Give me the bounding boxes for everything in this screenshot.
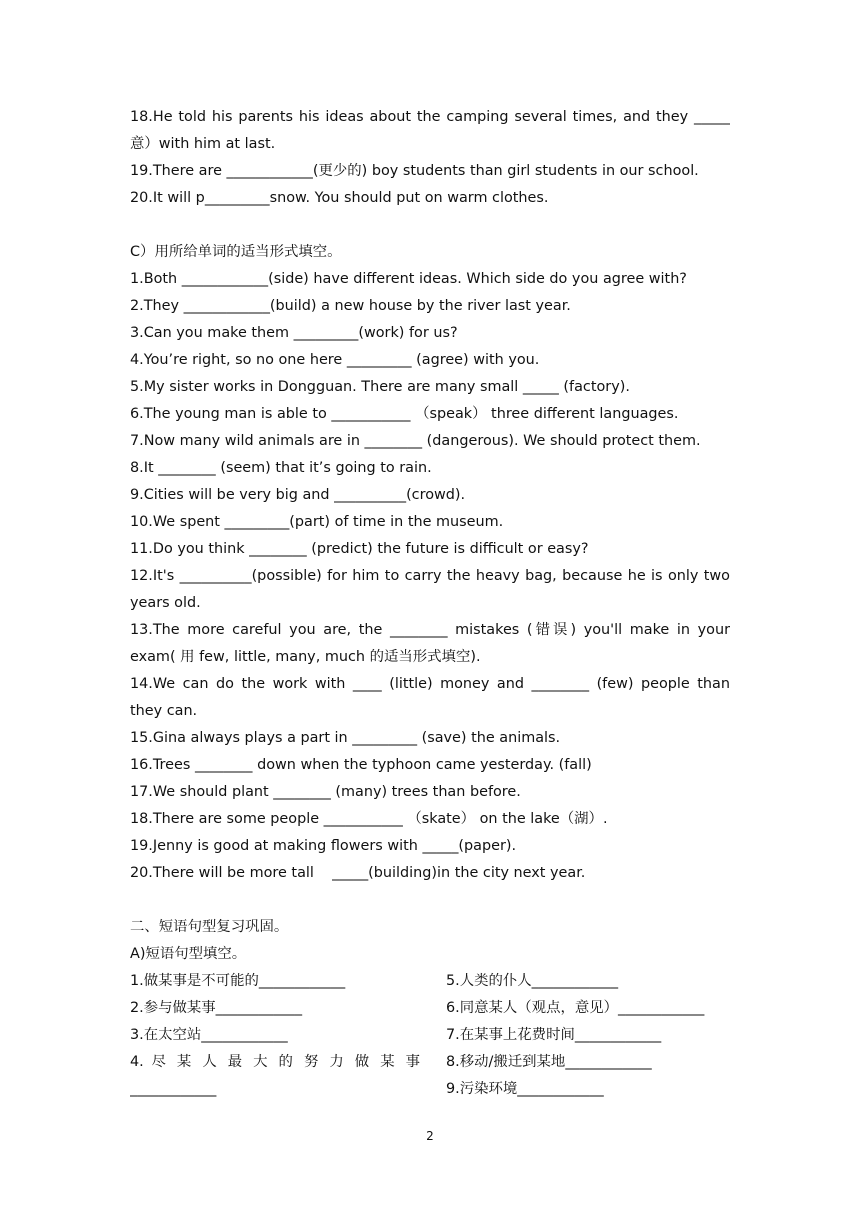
phrase-item: 7.在某事上花费时间____________: [446, 1027, 662, 1043]
part-b-tail: [130, 104, 730, 212]
exercise-line: exam( 用 few, little, many, much 的适当形式填空).: [130, 649, 481, 665]
spacer: [130, 212, 730, 239]
phrase-item: 2.参与做某事____________: [130, 1000, 303, 1016]
exercise-line: 15.Gina always plays a part in _________ (save) the animals.: [130, 730, 561, 746]
worksheet-page: [130, 104, 730, 1103]
section-c: [130, 239, 730, 887]
exercise-line: 意）with him at last.: [130, 136, 276, 152]
exercise-line: 14.We can do the work with ____ (little) money and ________ (few) people than: [130, 676, 730, 692]
exercise-line: 18.He told his parents his ideas about the camping several times, and they _____: [130, 109, 730, 125]
phrase-item: 3.在太空站____________: [130, 1027, 288, 1043]
exercise-line: 18.There are some people ___________ （skate） on the lake（湖）.: [130, 811, 608, 827]
exercise-line: 6.The young man is able to ___________ （speak） three different languages.: [130, 406, 679, 422]
exercise-line: 20.There will be more tall _____(building)in the city next year.: [130, 865, 586, 881]
phrase-item: 1.做某事是不可能的____________: [130, 973, 346, 989]
exercise-line: 9.Cities will be very big and __________(crowd).: [130, 487, 466, 503]
section-heading: C）用所给单词的适当形式填空。: [130, 244, 342, 260]
sub-heading: A)短语句型填空。: [130, 946, 247, 962]
spacer: [130, 887, 730, 914]
exercise-line: 12.It's __________(possible) for him to carry the heavy bag, because he is only two: [130, 568, 730, 584]
exercise-line: 16.Trees ________ down when the typhoon came yesterday. (fall): [130, 757, 592, 773]
phrase-item: 5.人类的仆人____________: [446, 973, 619, 989]
section-two: [130, 914, 730, 1103]
exercise-line: 11.Do you think ________ (predict) the future is difficult or easy?: [130, 541, 589, 557]
exercise-line: 13.The more careful you are, the ________ mistakes (错误) you'll make in your: [130, 622, 730, 638]
exercise-line: 7.Now many wild animals are in ________ (dangerous). We should protect them.: [130, 433, 701, 449]
exercise-line: years old.: [130, 595, 201, 611]
page-number: 2: [426, 1129, 434, 1143]
exercise-line: 4.You’re right, so no one here _________ (agree) with you.: [130, 352, 540, 368]
exercise-line: 10.We spent _________(part) of time in the museum.: [130, 514, 504, 530]
phrase-item: ____________: [130, 1081, 217, 1097]
exercise-line: 1.Both ____________(side) have different ideas. Which side do you agree with?: [130, 271, 687, 287]
exercise-line: 8.It ________ (seem) that it’s going to rain.: [130, 460, 432, 476]
exercise-line: 2.They ____________(build) a new house by the river last year.: [130, 298, 571, 314]
exercise-line: 20.It will p_________snow. You should put on warm clothes.: [130, 190, 549, 206]
exercise-line: they can.: [130, 703, 198, 719]
exercise-line: 17.We should plant ________ (many) trees than before.: [130, 784, 521, 800]
phrase-item: 4. 尽 某 人 最 大 的 努 力 做 某 事: [130, 1054, 420, 1070]
exercise-line: 3.Can you make them _________(work) for us?: [130, 325, 458, 341]
phrase-item: 9.污染环境____________: [446, 1081, 604, 1097]
phrase-column-right: [446, 968, 736, 1103]
exercise-line: 19.There are ____________(更少的) boy students than girl students in our school.: [130, 163, 699, 179]
exercise-line: 19.Jenny is good at making flowers with _____(paper).: [130, 838, 517, 854]
phrase-item: 6.同意某人（观点，意见）____________: [446, 1000, 705, 1016]
exercise-line: 5.My sister works in Dongguan. There are many small _____ (factory).: [130, 379, 630, 395]
phrase-column-left: [130, 968, 420, 1103]
phrase-columns: [130, 968, 730, 1103]
phrase-item: 8.移动/搬迁到某地____________: [446, 1054, 652, 1070]
section-heading: 二、短语句型复习巩固。: [130, 919, 289, 935]
